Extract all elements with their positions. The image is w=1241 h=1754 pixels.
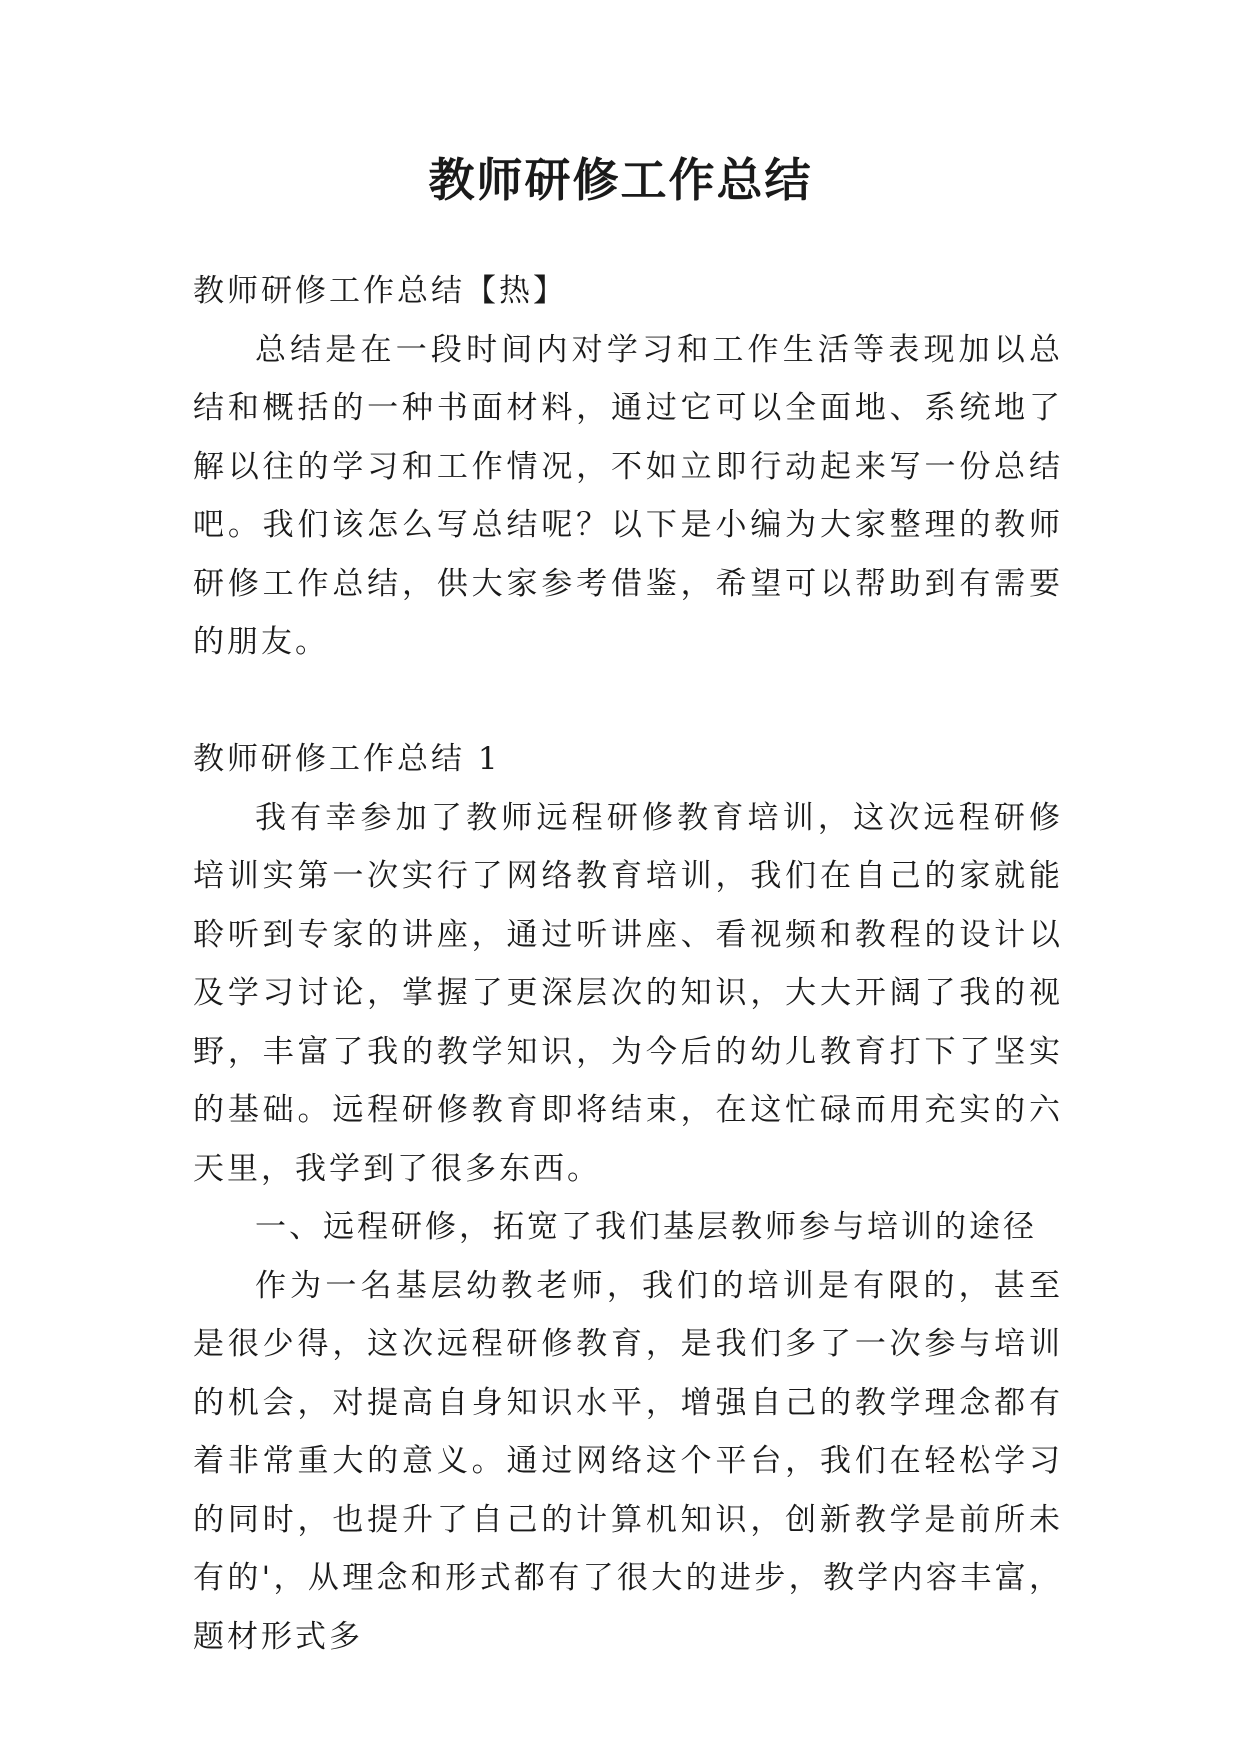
section1-paragraph-2: 作为一名基层幼教老师，我们的培训是有限的，甚至是很少得，这次远程研修教育，是我们多了一次参与培训的机会，对提高自身知识水平，增强自己的教学理念都有着非常重大的意义。通过网络这个平台，我们在轻松学习的同时，也提升了自己的计算机知识，创新教学是前所未有的'，从理念和形式都有了很大的进步，教学内容丰富，题材形式多 [193, 1267, 1063, 1655]
section1-subheading-1: 一、远程研修，拓宽了我们基层教师参与培训的途径 [255, 1209, 1037, 1245]
document-title: 教师研修工作总结 [428, 153, 813, 207]
intro-paragraph: 总结是在一段时间内对学习和工作生活等表现加以总结和概括的一种书面材料，通过它可以全面地、系统地了解以往的学习和工作情况，不如立即行动起来写一份总结吧。我们该怎么写总结呢？以下是小编为大家整理的教师研修工作总结，供大家参考借鉴，希望可以帮助到有需要的朋友。 [193, 331, 1063, 660]
section-spacer [193, 672, 1063, 731]
section1-paragraph-1: 我有幸参加了教师远程研修教育培训，这次远程研修培训实第一次实行了网络教育培训，我们在自己的家就能聆听到专家的讲座，通过听讲座、看视频和教程的设计以及学习讨论，掌握了更深层次的知识，大大开阔了我的视野，丰富了我的教学知识，为今后的幼儿教育打下了坚实的基础。远程研修教育即将结束，在这忙碌而用充实的六天里，我学到了很多东西。 [193, 799, 1063, 1187]
intro-heading: 教师研修工作总结【热】 [193, 273, 567, 309]
section1-heading: 教师研修工作总结 1 [193, 741, 501, 777]
document-body [193, 262, 1063, 1666]
